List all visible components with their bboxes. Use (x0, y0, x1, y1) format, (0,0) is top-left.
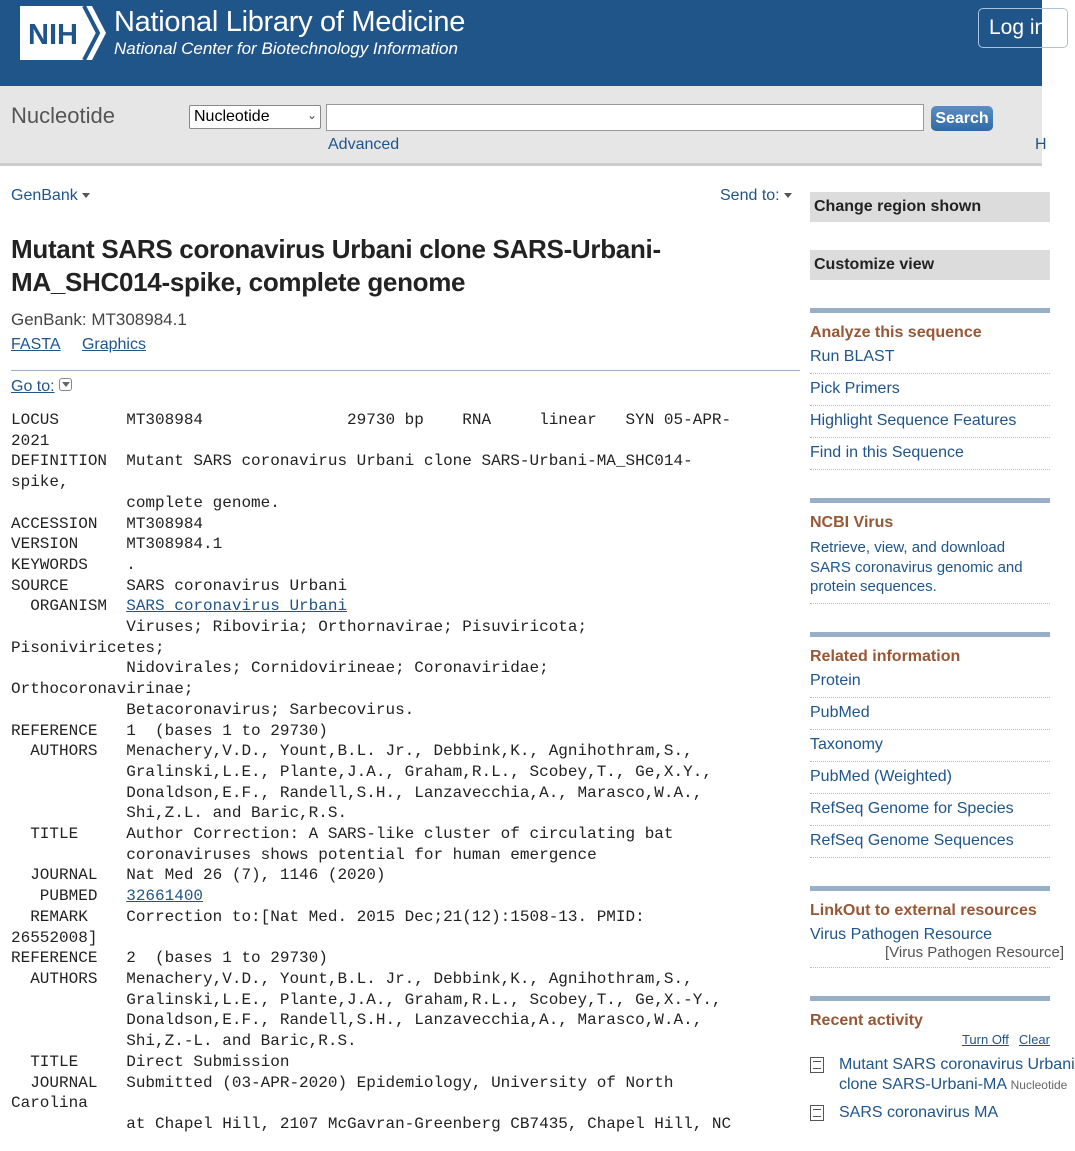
related-heading: Related information (810, 647, 961, 665)
related-protein-link[interactable]: Protein (810, 670, 1050, 698)
dropdown-toggle-icon (59, 378, 72, 391)
recent-item-db: Nucleotide (1010, 1077, 1068, 1092)
logo-badge-text: NIH (28, 19, 78, 51)
definition-line: DEFINITION Mutant SARS coronavirus Urbani clone SARS-Urbani-MA_SHC014- (11, 452, 693, 471)
database-select[interactable] (189, 105, 321, 129)
title-1-line-2: coronaviruses shows potential for human emergence (11, 845, 597, 864)
format-menu-label: GenBank (11, 187, 78, 204)
title-2: TITLE Direct Submission (11, 1052, 290, 1071)
customize-view-toggle[interactable]: Customize view (810, 250, 1050, 280)
recent-item-title-2: clone SARS-Urbani-MA (839, 1075, 1007, 1093)
reference-2: REFERENCE 2 (bases 1 to 29730) (11, 949, 328, 968)
title-1-line-1: TITLE Author Correction: A SARS-like cluster of circulating bat (11, 825, 674, 844)
linkout-heading: LinkOut to external resources (810, 901, 1037, 919)
definition-line-wrap: spike, (11, 473, 69, 492)
authors-1-line-1: AUTHORS Menachery,V.D., Yount,B.L. Jr., Debbink,K., Agnihothram,S., (11, 742, 693, 761)
source-field: SOURCE SARS coronavirus Urbani (11, 576, 348, 595)
format-links (11, 336, 163, 354)
find-in-sequence-link[interactable]: Find in this Sequence (810, 438, 1050, 470)
accession-field: ACCESSION MT308984 (11, 514, 204, 533)
lineage-line-3: Betacoronavirus; Sarbecovirus. (11, 700, 415, 719)
highlight-features-link[interactable]: Highlight Sequence Features (810, 406, 1050, 438)
caret-down-icon (82, 193, 90, 198)
authors-2-line-3: Donaldson,E.F., Randell,S.H., Lanzavecchia,A., Marasco,W.A., (11, 1011, 703, 1030)
document-icon (810, 1057, 824, 1073)
goto-menu[interactable] (11, 378, 72, 396)
pubmed-label: PUBMED (11, 887, 127, 906)
related-refseq-sequences-link[interactable]: RefSeq Genome Sequences (810, 826, 1050, 858)
advanced-search-link[interactable]: Advanced (328, 136, 400, 153)
send-to-label: Send to: (720, 187, 780, 204)
genbank-flatfile (11, 410, 801, 1135)
nih-logo-icon[interactable] (20, 6, 106, 60)
fasta-link[interactable]: FASTA (11, 336, 61, 353)
authors-2-line-2: Gralinski,L.E., Plante,J.A., Graham,R.L., Scobey,T., Ge,X.-Y., (11, 990, 722, 1009)
recent-item[interactable] (810, 1103, 1050, 1123)
pubmed-link[interactable]: 32661400 (126, 887, 204, 906)
locus-line-wrap: 2021 (11, 431, 50, 450)
database-label: Nucleotide (11, 103, 115, 128)
version-field: VERSION MT308984.1 (11, 535, 223, 554)
search-input[interactable] (326, 104, 924, 131)
recent-item[interactable] (810, 1055, 1075, 1095)
linkout-vipr-provider: [Virus Pathogen Resource] (810, 944, 1050, 968)
goto-label: Go to: (11, 378, 55, 395)
lineage-line-2: Nidovirales; Cornidovirineae; Coronaviridae; (11, 659, 549, 678)
reference-1: REFERENCE 1 (bases 1 to 29730) (11, 721, 328, 740)
journal-2-line-1: JOURNAL Submitted (03-APR-2020) Epidemiology, University of North (11, 1073, 674, 1092)
authors-1-line-3: Donaldson,E.F., Randell,S.H., Lanzavecchia,A., Marasco,W.A., (11, 783, 703, 802)
recent-heading: Recent activity (810, 1011, 923, 1029)
change-region-toggle[interactable]: Change region shown (810, 192, 1050, 222)
recent-controls (810, 1032, 1050, 1047)
run-blast-link[interactable]: Run BLAST (810, 346, 1050, 374)
recent-item-title-1: Mutant SARS coronavirus Urbani (839, 1055, 1075, 1073)
linkout-section (810, 886, 1064, 968)
site-header (0, 0, 1047, 86)
login-button[interactable]: Log in (978, 8, 1068, 48)
lineage-line-1-wrap: Pisoniviricetes; (11, 638, 165, 657)
organism-label: ORGANISM (11, 597, 127, 616)
authors-1-line-2: Gralinski,L.E., Plante,J.A., Graham,R.L., Scobey,T., Ge,X.Y., (11, 762, 712, 781)
graphics-link[interactable]: Graphics (81, 336, 146, 353)
lineage-line-1: Viruses; Riboviria; Orthornavirae; Pisuviricota; (11, 618, 588, 637)
database-select-value: Nucleotide (194, 108, 270, 125)
linkout-vipr-link[interactable]: Virus Pathogen Resource (810, 925, 993, 943)
recent-activity-section (810, 996, 1075, 1123)
keywords-field: KEYWORDS . (11, 555, 136, 574)
document-icon (810, 1105, 824, 1121)
pick-primers-link[interactable]: Pick Primers (810, 374, 1050, 406)
authors-2-line-1: AUTHORS Menachery,V.D., Yount,B.L. Jr., Debbink,K., Agnihothram,S., (11, 969, 693, 988)
site-subtitle[interactable]: National Center for Biotechnology Information (114, 39, 458, 58)
send-to-menu[interactable] (720, 187, 792, 205)
related-pubmed-link[interactable]: PubMed (810, 698, 1050, 730)
related-taxonomy-link[interactable]: Taxonomy (810, 730, 1050, 762)
definition-line-2: complete genome. (11, 493, 280, 512)
accession-line: GenBank: MT308984.1 (11, 310, 187, 329)
format-menu[interactable] (11, 187, 90, 205)
help-link[interactable]: H (1035, 136, 1047, 153)
site-title[interactable]: National Library of Medicine (114, 6, 466, 38)
locus-line: LOCUS MT308984 29730 bp RNA linear SYN 05-APR- (11, 411, 732, 429)
journal-2-line-1-wrap: Carolina (11, 1094, 88, 1113)
analyze-section (810, 308, 1050, 470)
analyze-heading: Analyze this sequence (810, 324, 982, 341)
record-title: Mutant SARS coronavirus Urbani clone SARS-Urbani-MA_SHC014-spike, complete genome (11, 234, 661, 297)
caret-down-icon (784, 193, 792, 198)
journal-2-line-2: at Chapel Hill, 2107 McGavran-Greenberg CB7435, Chapel Hill, NC (11, 1114, 732, 1133)
ncbi-virus-heading: NCBI Virus (810, 514, 894, 531)
search-button[interactable]: Search (931, 106, 993, 131)
authors-1-line-4: Shi,Z.L. and Baric,R.S. (11, 804, 348, 823)
related-refseq-species-link[interactable]: RefSeq Genome for Species (810, 794, 1050, 826)
related-pubmed-weighted-link[interactable]: PubMed (Weighted) (810, 762, 1050, 794)
sidebar (810, 192, 1075, 1151)
divider (11, 370, 800, 371)
recent-item-2-title: SARS coronavirus MA (839, 1103, 999, 1121)
remark-1: REMARK Correction to:[Nat Med. 2015 Dec;21(12):1508-13. PMID: (11, 907, 645, 926)
journal-1: JOURNAL Nat Med 26 (7), 1146 (2020) (11, 866, 386, 885)
clear-link[interactable]: Clear (1018, 1031, 1050, 1047)
ncbi-virus-link[interactable]: Retrieve, view, and download SARS coronavirus genomic and protein sequences. (810, 536, 1050, 604)
chevron-down-icon: ⌄ (306, 108, 317, 122)
related-section (810, 632, 1050, 858)
lineage-line-2-wrap: Orthocoronavirinae; (11, 680, 194, 699)
authors-2-line-4: Shi,Z.-L. and Baric,R.S. (11, 1032, 357, 1051)
remark-1-wrap: 26552008] (11, 928, 98, 947)
search-bar (0, 86, 1047, 166)
organism-link[interactable]: SARS coronavirus Urbani (126, 597, 348, 616)
turn-off-link[interactable]: Turn Off (961, 1031, 1009, 1047)
ncbi-virus-section (810, 498, 1050, 604)
